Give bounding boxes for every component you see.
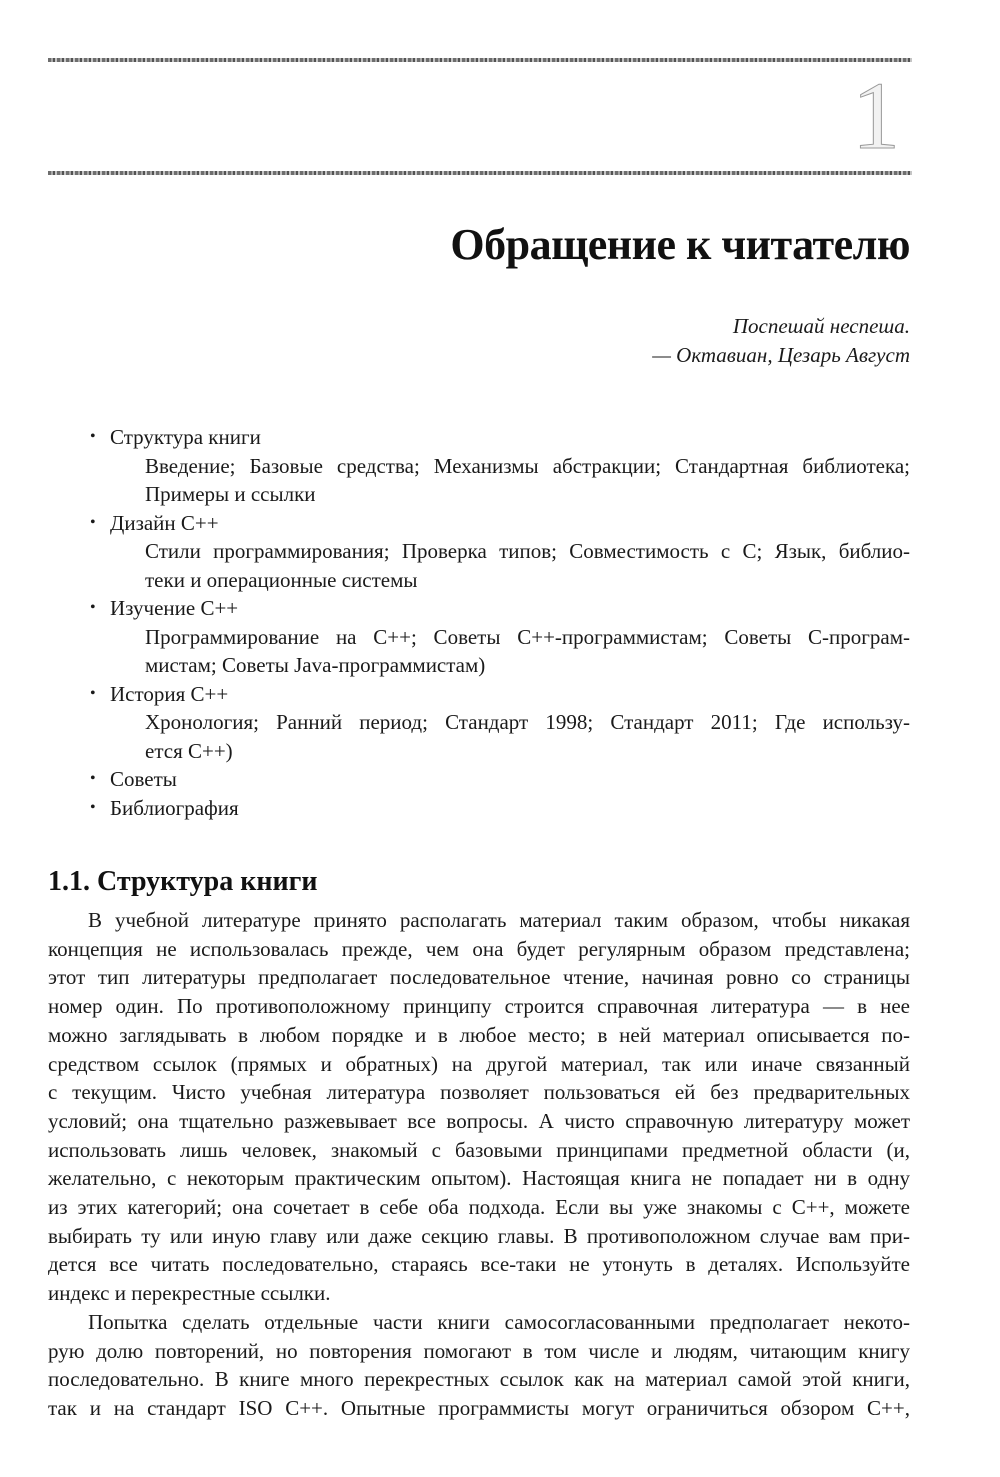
bullet-icon: • <box>90 684 96 702</box>
paragraph-line: средством ссылок (прямых и обратных) на другой материал, так или иначе связанный <box>48 1051 910 1076</box>
outline-item-detail: мистам; Советы Java-программистам) <box>145 653 486 677</box>
chapter-title: Обращение к читателю <box>450 220 910 269</box>
outline-item-detail: Программирование на C++; Советы C++-программистам; Советы C-програм- <box>145 624 910 649</box>
chapter-number: 1 <box>852 62 900 169</box>
paragraph-line: выбирать ту или иную главу или даже секцию главы. В противоположном случае вам при- <box>48 1223 910 1248</box>
bullet-icon: • <box>90 798 96 816</box>
paragraph-line: номер один. По противоположному принципу строится справочная литература — в нее <box>48 994 910 1019</box>
paragraph-line: использовать лишь человек, знакомый с базовыми принципами предметной области (и, <box>48 1137 910 1162</box>
bullet-icon: • <box>90 770 96 787</box>
paragraph-line: В учебной литературе принято располагать материал таким образом, чтобы никакая <box>88 908 910 932</box>
paragraph-line: условий; она тщательно разжевывает все вопросы. А чисто справочную литературу может <box>48 1108 910 1133</box>
paragraph-line: Попытка сделать отдельные части книги самосогласованными предполагает некото- <box>88 1309 910 1334</box>
paragraph-line: желательно, с некоторым практическим опытом). Настоящая книга не попадает ни в одну <box>48 1166 910 1191</box>
paragraph-line: последовательно. В книге много перекрестных ссылок как на материал самой этой книги, <box>48 1367 910 1392</box>
bullet-icon: • <box>90 599 96 616</box>
chapter-bottom-rule <box>48 171 912 175</box>
outline-item-label: Дизайн C++ <box>110 510 219 535</box>
outline-item-detail: теки и операционные системы <box>145 567 418 592</box>
outline-item-detail: ется C++) <box>145 738 233 763</box>
paragraph-line: так и на стандарт ISO C++. Опытные программисты могут ограничиться обзором C++, <box>48 1395 910 1420</box>
outline-item-detail: Введение; Базовые средства; Механизмы абстракции; Стандартная библиотека; <box>145 453 910 478</box>
outline-item-label: Изучение C++ <box>110 596 239 620</box>
outline-item-detail: Стили программирования; Проверка типов; Совместимость с C; Язык, библио- <box>145 539 910 563</box>
outline-item-label: История C++ <box>110 681 229 706</box>
paragraph-line: концепция не использовалась прежде, чем она будет регулярным образом представлена; <box>48 936 910 961</box>
epigraph-author: — Октавиан, Цезарь Август <box>652 343 910 367</box>
outline-item-detail: Примеры и ссылки <box>145 482 316 506</box>
paragraph-line: этот тип литературы предполагает последовательное чтение, начиная ровно со страницы <box>48 965 910 990</box>
outline-item-label: Библиография <box>110 795 239 820</box>
chapter-top-rule <box>48 58 912 62</box>
bullet-icon: • <box>90 513 96 531</box>
paragraph-line: дется все читать последовательно, стараясь все-таки не утонуть в деталях. Используйте <box>48 1252 910 1277</box>
epigraph-quote: Поспешай неспеша. <box>732 314 910 338</box>
outline-item-label: Структура книги <box>110 425 261 449</box>
paragraph-line: можно заглядывать в любом порядке и в любое место; в ней материал описывается по- <box>48 1022 910 1047</box>
outline-item-label: Советы <box>110 767 177 791</box>
section-heading: 1.1. Структура книги <box>48 866 318 897</box>
paragraph-line: из этих категорий; она сочетает в себе оба подхода. Если вы уже знакомы с C++, можете <box>48 1195 910 1219</box>
paragraph-line: рую долю повторений, но повторения помогают в том числе и людям, читающим книгу <box>48 1338 910 1363</box>
paragraph-line: с текущим. Чисто учебная литература позволяет пользоваться ей без предварительных <box>48 1080 910 1105</box>
paragraph-line: индекс и перекрестные ссылки. <box>48 1281 331 1306</box>
outline-item-detail: Хронология; Ранний период; Стандарт 1998; Стандарт 2011; Где использу- <box>145 710 910 734</box>
bullet-icon: • <box>90 428 96 445</box>
